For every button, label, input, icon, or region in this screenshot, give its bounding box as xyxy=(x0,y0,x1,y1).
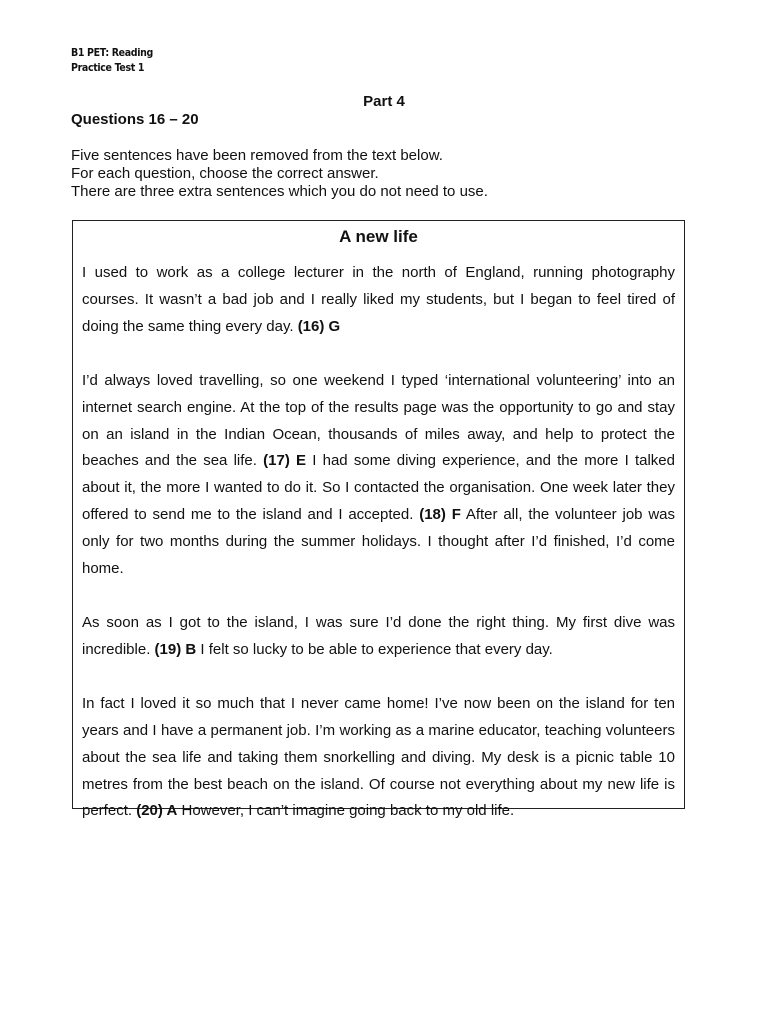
paragraph-text: As soon as I got to the island, I was sure I’d done the right thing. My first dive was incredible. xyxy=(82,613,675,658)
answer-marker: (18) F xyxy=(419,506,461,524)
paragraph-text: I’d always loved travelling, so one weekend I typed ‘international volunteering’ into an internet search engine. At the top of the results page was the opportunity to go and stay on an island in the Indian Ocean, thousands of miles away, and help to protect the beaches and the sea life. xyxy=(82,371,675,470)
article-paragraph xyxy=(82,691,675,826)
article-body xyxy=(82,260,675,852)
header-line-1: B1 PET: Reading xyxy=(71,46,153,59)
header-line-2: Practice Test 1 xyxy=(71,61,145,74)
article-paragraph xyxy=(82,610,675,664)
paragraph-text: I used to work as a college lecturer in the north of England, running photography courses. It wasn’t a bad job and I really liked my students, but I began to feel tired of doing the same thing every day. xyxy=(82,264,675,335)
answer-marker: (16) G xyxy=(297,317,341,335)
paragraph-text: I felt so lucky to be able to experience that every day. xyxy=(196,640,553,658)
instruction-line: Five sentences have been removed from the text below. xyxy=(71,147,443,164)
paragraph-text: After all, the volunteer job was only for two months during the summer holidays. I thought after I’d finished, I’d come home. xyxy=(82,506,675,578)
answer-marker: (19) B xyxy=(154,640,197,658)
instruction-line: For each question, choose the correct answer. xyxy=(71,165,379,182)
paragraph-text: In fact I loved it so much that I never came home! I’ve now been on the island for ten years and I have a permanent job. I’m working as a marine educator, teaching volunteers about the sea life and taking them snorkelling and diving. My desk is a picnic table 10 metres from the best beach on the island. Of course not everything about my new life is perfect. xyxy=(82,694,675,820)
paragraph-text: I had some diving experience, and the more I talked about it, the more I wanted to do it. So I contacted the organisation. One week later they offered to send me to the island and I accepted. xyxy=(82,452,675,524)
paragraph-text: However, I can’t imagine going back to my old life. xyxy=(177,802,515,820)
answer-marker: (20) A xyxy=(136,802,178,820)
article-title: A new life xyxy=(339,227,418,246)
answer-marker: (17) E xyxy=(263,452,307,470)
instruction-line: There are three extra sentences which you do not need to use. xyxy=(71,183,488,200)
instructions xyxy=(71,147,488,201)
document-header xyxy=(71,45,153,75)
questions-label: Questions 16 – 20 xyxy=(71,111,199,128)
part-title: Part 4 xyxy=(363,93,405,110)
article-paragraph xyxy=(82,260,675,341)
article-box xyxy=(72,220,685,820)
article-paragraph xyxy=(82,368,675,583)
